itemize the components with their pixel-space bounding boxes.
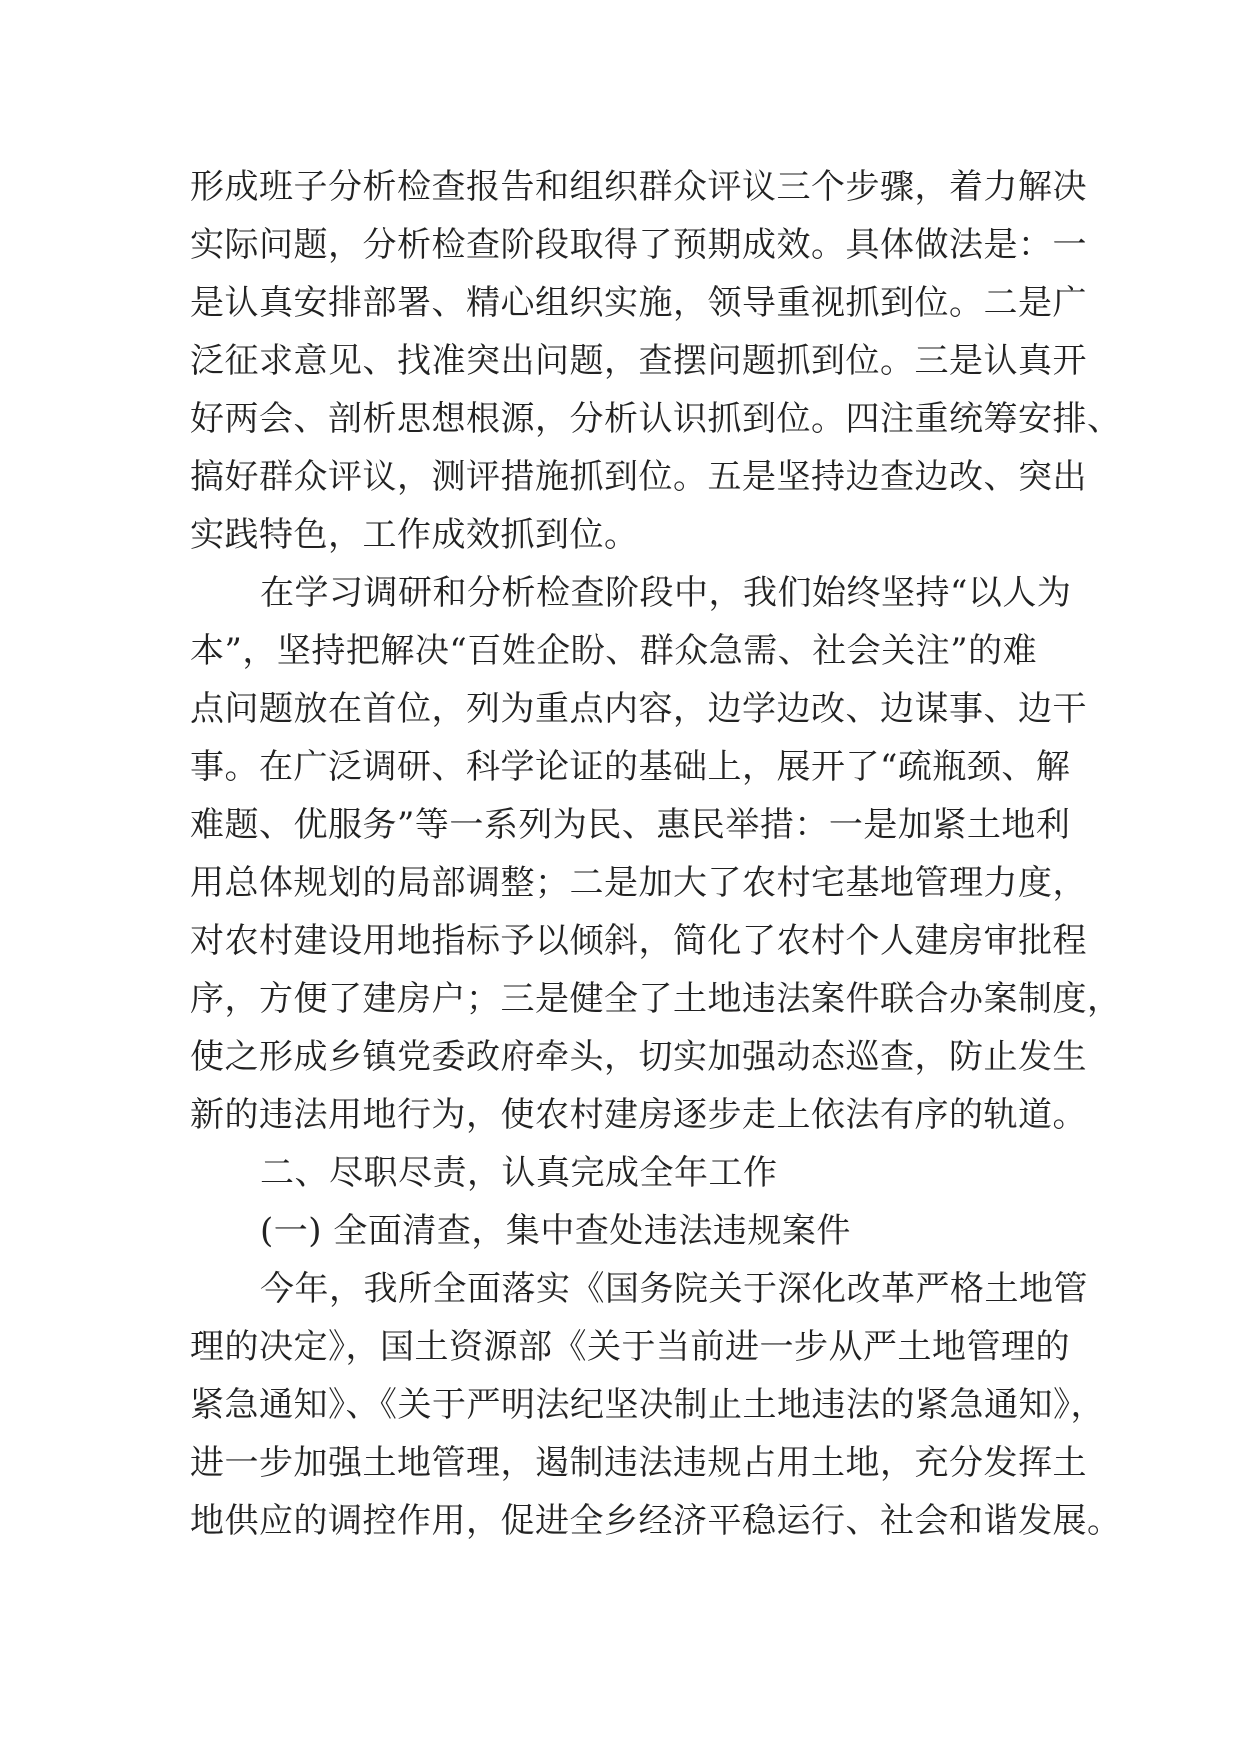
text-line: 今年，我所全面落实《国务院关于深化改革严格土地管 bbox=[260, 1269, 1088, 1309]
text-line: 新的违法用地行为，使农村建房逐步走上依法有序的轨道。 bbox=[190, 1095, 1087, 1135]
text-line: 序，方便了建房户；三是健全了土地违法案件联合办案制度， bbox=[190, 979, 1122, 1019]
text-line: 进一步加强土地管理，遏制违法违规占用土地，充分发挥土 bbox=[190, 1443, 1087, 1483]
text-line: 地供应的调控作用，促进全乡经济平稳运行、社会和谐发展。 bbox=[190, 1501, 1122, 1541]
document-body bbox=[190, 158, 1122, 1550]
text-line: 用总体规划的局部调整；二是加大了农村宅基地管理力度， bbox=[190, 863, 1087, 903]
text-line: 实践特色，工作成效抓到位。 bbox=[190, 515, 639, 555]
text-line: 本”，坚持把解决“百姓企盼、群众急需、社会关注”的难 bbox=[190, 631, 1038, 671]
text-line: 对农村建设用地指标予以倾斜，简化了农村个人建房审批程 bbox=[190, 921, 1087, 961]
text-line: 使之形成乡镇党委政府牵头，切实加强动态巡查，防止发生 bbox=[190, 1037, 1087, 1077]
text-line: 点问题放在首位，列为重点内容，边学边改、边谋事、边干 bbox=[190, 689, 1087, 729]
text-line: 理的决定》，国土资源部《关于当前进一步从严土地管理的 bbox=[190, 1327, 1070, 1367]
text-line: 搞好群众评议，测评措施抓到位。五是坚持边查边改、突出 bbox=[190, 457, 1087, 497]
text-line: 形成班子分析检查报告和组织群众评议三个步骤，着力解决 bbox=[190, 167, 1087, 207]
text-line: 泛征求意见、找准突出问题，查摆问题抓到位。三是认真开 bbox=[190, 341, 1087, 381]
text-line: 是认真安排部署、精心组织实施，领导重视抓到位。二是广 bbox=[190, 283, 1087, 323]
text-line: 在学习调研和分析检查阶段中，我们始终坚持“以人为 bbox=[260, 573, 1072, 613]
text-line: 实际问题，分析检查阶段取得了预期成效。具体做法是：一 bbox=[190, 225, 1087, 265]
text-line: 紧急通知》、《关于严明法纪坚决制止土地违法的紧急通知》， bbox=[190, 1385, 1105, 1425]
text-line: 难题、优服务”等一系列为民、惠民举措：一是加紧土地利 bbox=[190, 805, 1071, 845]
text-line: 好两会、剖析思想根源，分析认识抓到位。四注重统筹安排、 bbox=[190, 399, 1122, 439]
subsection-heading: (一) 全面清查，集中查处违法违规案件 bbox=[260, 1211, 851, 1251]
section-heading: 二、尽职尽责，认真完成全年工作 bbox=[260, 1153, 778, 1193]
text-line: 事。在广泛调研、科学论证的基础上，展开了“疏瓶颈、解 bbox=[190, 747, 1071, 787]
